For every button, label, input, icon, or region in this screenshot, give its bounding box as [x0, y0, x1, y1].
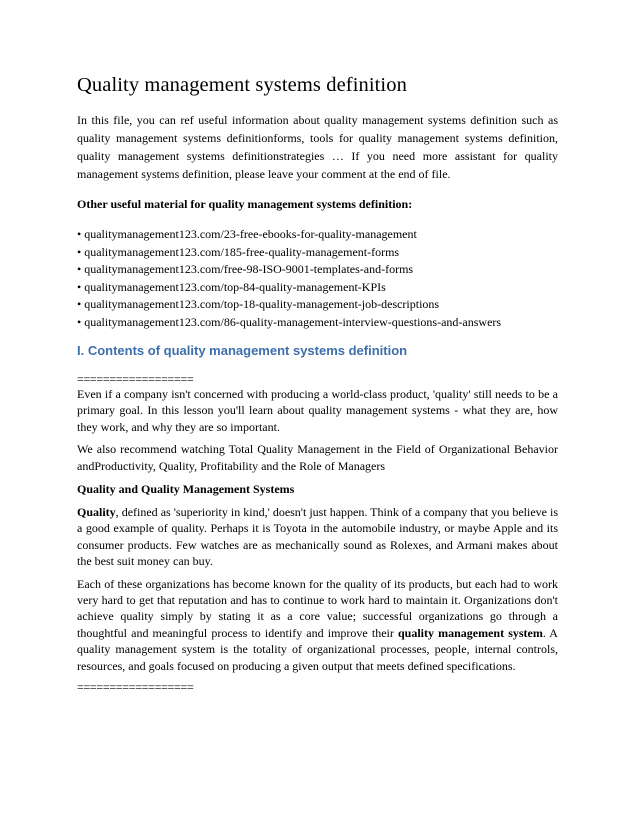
- link-item[interactable]: • qualitymanagement123.com/top-84-quality-management-KPIs: [77, 279, 386, 294]
- paragraph-4-text-b: . A quality management system is the totality of organizational processes, people, internal controls, resources, and goals focused on producing a given output that meets defined specifications.: [77, 625, 558, 673]
- link-list: [77, 226, 558, 331]
- link-item[interactable]: • qualitymanagement123.com/free-98-ISO-9001-templates-and-forms: [77, 262, 414, 276]
- page-title: Quality management systems definition: [77, 74, 407, 96]
- body-paragraph-3: [77, 504, 558, 570]
- section-title: I. Contents of quality management systems definition: [77, 343, 408, 358]
- quality-heading: Quality and Quality Management Systems: [77, 482, 295, 497]
- other-material-heading: Other useful material for quality management systems definition:: [77, 197, 413, 211]
- link-item[interactable]: • qualitymanagement123.com/23-free-ebooks-for-quality-management: [77, 227, 417, 241]
- body-paragraph-4: [77, 576, 558, 674]
- body-paragraph-1: Even if a company isn't concerned with producing a world-class product, 'quality' still needs to be a primary goal. In this lesson you'll learn about quality management systems - what they are, how they work, and why they are so important.: [77, 387, 558, 434]
- qms-term: quality management system: [397, 625, 543, 640]
- link-item[interactable]: • qualitymanagement123.com/top-18-quality-management-job-descriptions: [77, 297, 440, 311]
- separator-rule-bottom: ==================: [77, 680, 194, 695]
- body-paragraph-2: We also recommend watching Total Quality Management in the Field of Organizational Behavior andProductivity, Quality, Profitability and the Role of Managers: [77, 442, 558, 473]
- separator-rule: ==================: [77, 372, 194, 386]
- paragraph-4-text-a: Each of these organizations has become known for the quality of its products, but each had to work very hard to get that reputation and has to continue to work hard to maintain it. Organizations don't achieve quality simply by stating it as a core value; successful organizations go through a thoughtful and meaningful process to identify and improve their: [77, 576, 558, 640]
- link-item[interactable]: • qualitymanagement123.com/185-free-quality-management-forms: [77, 244, 400, 259]
- quality-term: Quality: [77, 505, 116, 520]
- intro-paragraph: In this file, you can ref useful information about quality management systems definition such as quality management systems definitionforms, tools for quality management systems definition, quality management systems definitionstrategies … If you need more assistant for quality management systems definition, please leave your comment at the end of file.: [77, 113, 558, 181]
- paragraph-3-text: , defined as 'superiority in kind,' doesn't just happen. Think of a company that you believe is a good example of quality. Perhaps it is Toyota in the automobile industry, or maybe Apple and its consumer products. Few watches are as mechanically sound as Rolexes, and Armani makes about the best suit money can buy.: [77, 505, 558, 569]
- link-item[interactable]: • qualitymanagement123.com/86-quality-management-interview-questions-and-answers: [77, 314, 502, 329]
